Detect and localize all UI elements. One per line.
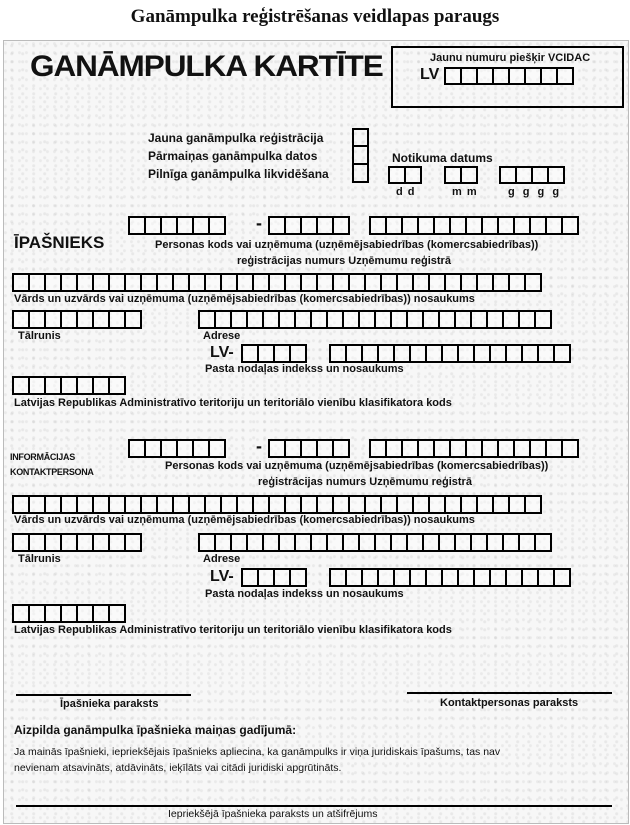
event-date-month-hint: m m <box>452 186 477 198</box>
event-date-year[interactable] <box>501 166 565 184</box>
owner-territory-boxes[interactable] <box>14 376 126 395</box>
vcidac-label: Jaunu numuru piešķir VCIDAC <box>430 52 591 64</box>
contact-heading-1: INFORMĀCIJAS <box>10 452 75 462</box>
change-text-2: nevienam atsavināts, atdāvināts, ieķīlāts vai citādi juridiski apgrūtināts. <box>14 762 342 774</box>
owner-name-label: Vārds un uzvārds vai uzņēmuma (uzņēmējsabiedrības (komercsabiedrības)) nosaukums <box>14 293 475 305</box>
owner-address-boxes[interactable] <box>200 310 552 329</box>
owner-phone-label: Tālrunis <box>18 330 61 342</box>
contact-regnum-boxes[interactable] <box>371 439 579 458</box>
form-title: GANĀMPULKA KARTĪTE <box>30 50 383 83</box>
event-date-day-hint: d d <box>396 186 415 198</box>
contact-code-dash: - <box>256 436 262 456</box>
previous-owner-signature-line[interactable] <box>16 805 612 807</box>
contact-address-label: Adrese <box>203 553 241 565</box>
previous-owner-signature-label: Iepriekšējā īpašnieka paraksts un atšifrējums <box>168 808 378 820</box>
reg-type-new: Jauna ganāmpulka reģistrācija <box>148 131 324 145</box>
contact-name-label: Vārds un uzvārds vai uzņēmuma (uzņēmējsabiedrības (komercsabiedrības)) nosaukums <box>14 514 475 526</box>
owner-regnum-boxes[interactable] <box>371 216 579 235</box>
owner-postal-lv-prefix: LV- <box>210 344 234 361</box>
change-text-1: Ja mainās īpašnieki, iepriekšējais īpašnieks apliecina, ka ganāmpulks ir viņa juridiskais īpašums, tas nav <box>14 746 501 758</box>
owner-postal-name-boxes[interactable] <box>331 344 571 363</box>
contact-postal-label: Pasta nodaļas indekss un nosaukums <box>205 588 404 600</box>
owner-name-boxes[interactable] <box>14 273 542 292</box>
owner-postal-label: Pasta nodaļas indekss un nosaukums <box>205 363 404 375</box>
contact-signature-label: Kontaktpersonas paraksts <box>440 697 579 709</box>
contact-territory-boxes[interactable] <box>14 604 126 623</box>
vcidac-number-boxes[interactable] <box>446 67 574 85</box>
owner-code-label-1: Personas kods vai uzņēmuma (uzņēmējsabiedrības (komercsabiedrības)) <box>155 239 539 251</box>
event-date-day[interactable] <box>390 166 422 184</box>
event-date-month[interactable] <box>446 166 478 184</box>
owner-territory-label: Latvijas Republikas Administratīvo teritoriju un teritoriālo vienību klasifikatora kods <box>14 397 452 409</box>
contact-signature-line[interactable] <box>407 692 612 694</box>
vcidac-lv-prefix: LV <box>420 66 440 83</box>
contact-postal-lv-prefix: LV- <box>210 568 234 585</box>
owner-phone-boxes[interactable] <box>14 310 142 329</box>
owner-code-part1[interactable] <box>130 216 226 235</box>
contact-code-part1[interactable] <box>130 439 226 458</box>
contact-code-label-2: reģistrācijas numurs Uzņēmumu reģistrā <box>258 476 472 488</box>
owner-signature-label: Īpašnieka paraksts <box>60 698 159 710</box>
contact-heading-2: KONTAKTPERSONA <box>10 467 94 477</box>
contact-phone-label: Tālrunis <box>18 553 61 565</box>
contact-phone-boxes[interactable] <box>14 533 142 552</box>
contact-postal-index-boxes[interactable] <box>243 568 307 587</box>
contact-territory-label: Latvijas Republikas Administratīvo teritoriju un teritoriālo vienību klasifikatora kods <box>14 624 452 636</box>
contact-code-label-1: Personas kods vai uzņēmuma (uzņēmējsabiedrības (komercsabiedrības)) <box>165 460 549 472</box>
contact-name-boxes[interactable] <box>14 495 542 514</box>
contact-code-part2[interactable] <box>270 439 350 458</box>
owner-signature-line[interactable] <box>16 694 191 696</box>
owner-address-label: Adrese <box>203 330 241 342</box>
owner-code-part2[interactable] <box>270 216 350 235</box>
event-date-label: Notikuma datums <box>392 151 493 165</box>
owner-code-dash: - <box>256 213 262 233</box>
change-heading: Aizpilda ganāmpulka īpašnieka maiņas gadījumā: <box>14 723 297 737</box>
event-date-year-hint: g g g g <box>508 186 560 198</box>
reg-type-liquidation: Pilnīga ganāmpulka likvidēšana <box>148 167 329 181</box>
contact-postal-name-boxes[interactable] <box>331 568 571 587</box>
contact-address-boxes[interactable] <box>200 533 552 552</box>
owner-heading: ĪPAŠNIEKS <box>14 233 105 252</box>
owner-postal-index-boxes[interactable] <box>243 344 307 363</box>
reg-type-checkboxes[interactable] <box>352 128 369 184</box>
page-title: Ganāmpulka reģistrēšanas veidlapas paraugs <box>130 6 500 27</box>
owner-code-label-2: reģistrācijas numurs Uzņēmumu reģistrā <box>237 255 451 267</box>
reg-type-change: Pārmaiņas ganāmpulka datos <box>148 149 318 163</box>
